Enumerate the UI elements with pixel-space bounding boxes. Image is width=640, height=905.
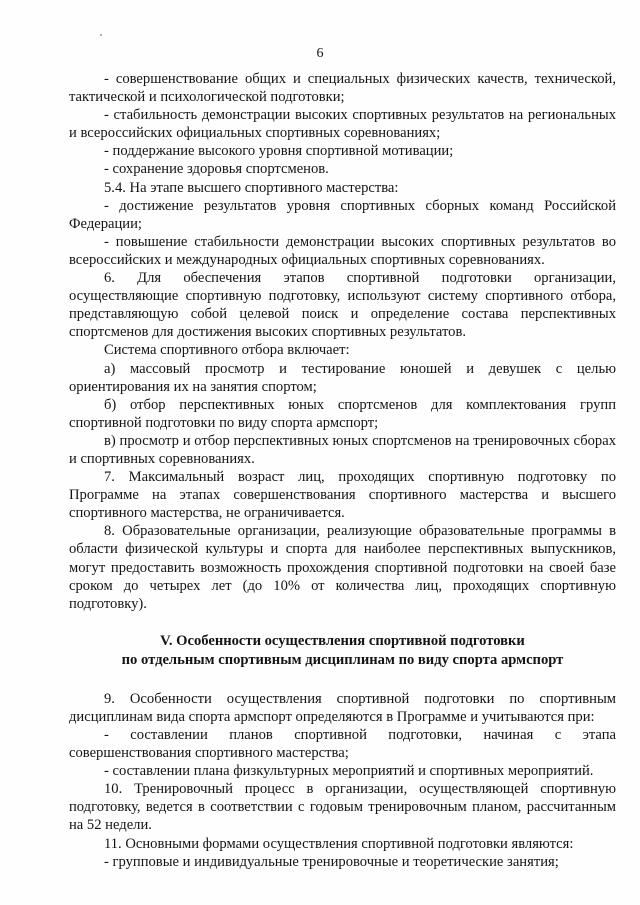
paragraph-9: 9. Особенности осуществления спортивной подготовки по спортивным дисциплинам вида спорта армспорт определяются в Программе и учитываются при: — [69, 690, 616, 725]
paragraph-8: 8. Образовательные организации, реализующие образовательные программы в области физической культуры и спорта для наиболее перспективных выпускников, могут предоставить возможность прохождения спортивной подготовки на своей базе сроком до четырех лет (до 10% от количества лиц, проходящих спортивную подготовку). — [69, 523, 616, 612]
paragraph-item-a: а) массовый просмотр и тестирование юношей и девушек с целью ориентирования их на занятия спортом; — [69, 360, 616, 395]
paragraph-item-v: в) просмотр и отбор перспективных юных спортсменов на тренировочных сборах и спортивных соревнованиях. — [69, 432, 616, 467]
paragraph-stability-international: - повышение стабильности демонстрации высоких спортивных результатов во всероссийских и международных официальных спортивных соревнованиях. — [69, 233, 616, 268]
scan-speck — [100, 34, 102, 36]
spacer — [69, 670, 616, 690]
document-body — [69, 70, 616, 871]
section-heading-line-2: по отдельным спортивным дисциплинам по виду спорта армспорт — [121, 651, 564, 668]
section-heading-line-1: V. Особенности осуществления спортивной подготовки — [160, 632, 525, 649]
paragraph-10: 10. Тренировочный процесс в организации, осуществляющей спортивную подготовку, ведется в соответствии с годовым тренировочным планом, рассчитанным на 52 недели. — [69, 781, 616, 834]
paragraph-events-plan: - составлении плана физкультурных мероприятий и спортивных мероприятий. — [104, 763, 594, 780]
paragraph-item-b: б) отбор перспективных юных спортсменов для комплектования групп спортивной подготовки по виду спорта армспорт; — [69, 396, 616, 431]
paragraph-selection-system: Система спортивного отбора включает: — [104, 342, 350, 359]
paragraph-group-sessions: - групповые и индивидуальные тренировочные и теоретические занятия; — [104, 853, 559, 870]
paragraph-5-4: 5.4. На этапе высшего спортивного мастерства: — [104, 179, 399, 196]
paragraph-stability-of-results: - стабильность демонстрации высоких спортивных результатов на региональных и всероссийских официальных спортивных соревнованиях; — [69, 107, 616, 142]
paragraph-motivation: - поддержание высокого уровня спортивной мотивации; — [104, 143, 454, 160]
spacer — [69, 613, 616, 632]
paragraph-planning: - составлении планов спортивной подготовки, начиная с этапа совершенствования спортивного мастерства; — [69, 727, 616, 762]
paragraph-improvement-of-qualities: - совершенствование общих и специальных физических качеств, технической, тактической и психологической подготовки; — [69, 71, 616, 106]
paragraph-7: 7. Максимальный возраст лиц, проходящих спортивную подготовку по Программе на этапах совершенствования спортивного мастерства и высшего спортивного мастерства, не ограничивается. — [69, 469, 616, 522]
paragraph-national-team-level: - достижение результатов уровня спортивных сборных команд Российской Федерации; — [69, 197, 616, 232]
paragraph-health: - сохранение здоровья спортсменов. — [104, 161, 329, 178]
paragraph-11: 11. Основными формами осуществления спортивной подготовки являются: — [104, 835, 574, 852]
page-number: 6 — [316, 46, 324, 61]
paragraph-6: 6. Для обеспечения этапов спортивной подготовки организации, осуществляющие спортивную подготовку, используют систему спортивного отбора, представляющую собой целевой поиск и определение состава перспективных спортсменов для достижения высоких спортивных результатов. — [69, 270, 616, 341]
